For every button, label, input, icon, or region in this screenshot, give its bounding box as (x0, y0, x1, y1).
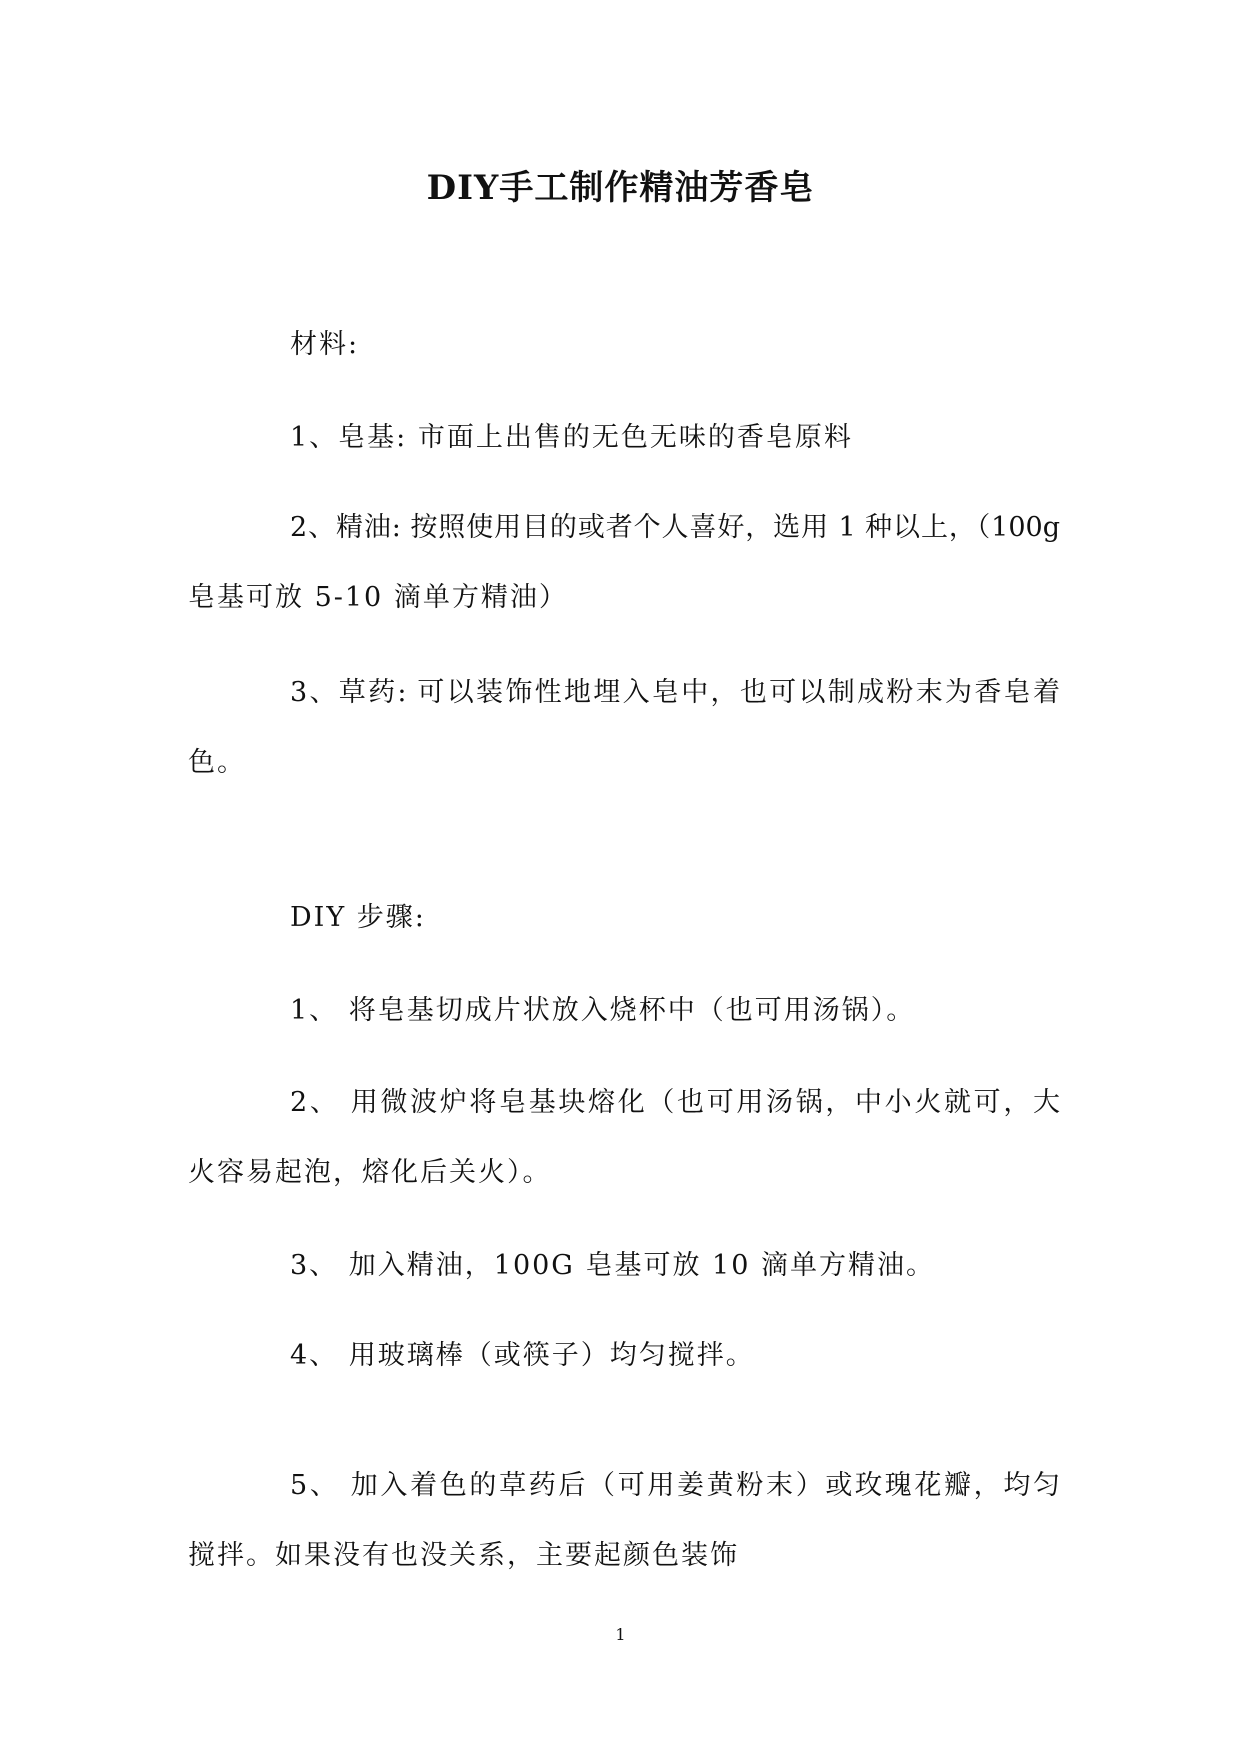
steps-heading: DIY 步骤: (290, 902, 426, 933)
step-item-4: 4、 用玻璃棒（或筷子）均匀搅拌。 (290, 1340, 755, 1371)
document-title: DIY手工制作精油芳香皂 (426, 168, 815, 208)
step-item-2-line2: 火容易起泡，熔化后关火）。 (188, 1157, 552, 1188)
material-item-3-line1: 3、草药: 可以装饰性地埋入皂中，也可以制成粉末为香皂着 (290, 677, 1060, 708)
step-item-3: 3、 加入精油，100G 皂基可放 10 滴单方精油。 (290, 1250, 935, 1281)
step-item-5-line1: 5、 加入着色的草药后（可用姜黄粉末）或玫瑰花瓣，均匀 (290, 1470, 1060, 1501)
material-item-1: 1、皂基: 市面上出售的无色无味的香皂原料 (290, 422, 853, 453)
page-number: 1 (615, 1625, 626, 1644)
materials-heading: 材料: (290, 329, 360, 360)
step-item-2-line1: 2、 用微波炉将皂基块熔化（也可用汤锅，中小火就可，大 (290, 1087, 1060, 1118)
material-item-2-line1: 2、精油: 按照使用目的或者个人喜好，选用 1 种以上，（100g (290, 512, 1060, 543)
material-item-2-line2: 皂基可放 5-10 滴单方精油） (188, 582, 568, 613)
step-item-5-line2: 搅拌。如果没有也没关系，主要起颜色装饰 (188, 1540, 739, 1571)
step-item-1: 1、 将皂基切成片状放入烧杯中（也可用汤锅）。 (290, 995, 916, 1026)
material-item-3-line2: 色。 (188, 747, 246, 778)
